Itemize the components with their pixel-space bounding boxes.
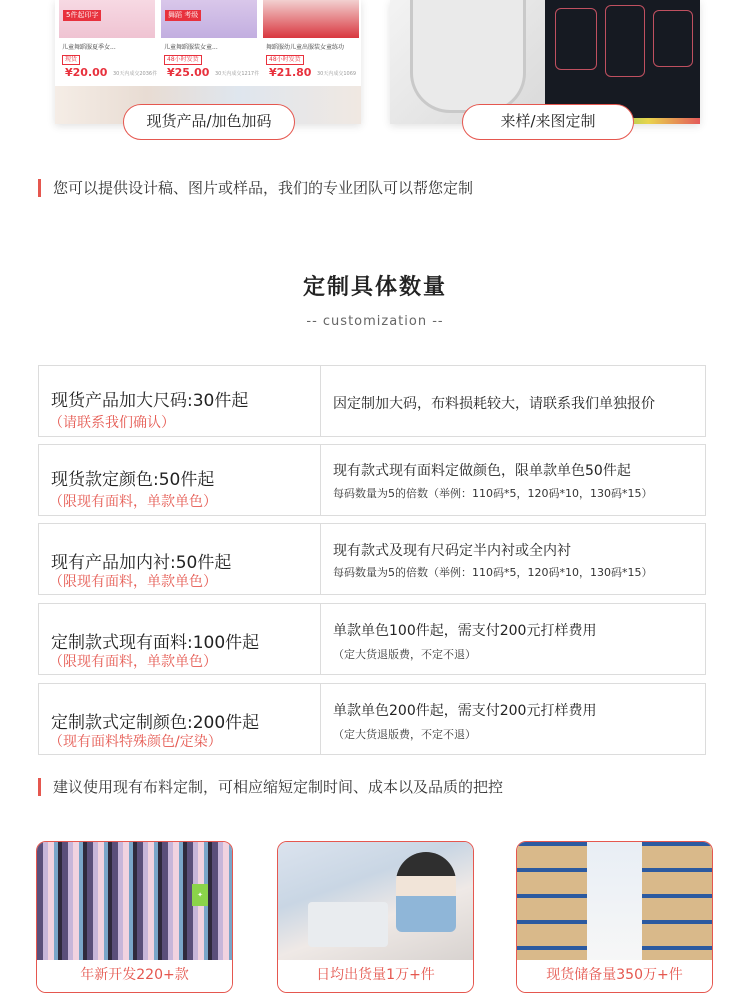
row-title: 现货产品加大尺码:30件起 [51, 391, 249, 411]
row-description: 单款单色100件起，需支付200元打样费用 [333, 623, 597, 639]
product-badge: 现货 [62, 55, 80, 65]
row-subtitle: （现有面料特殊颜色/定染） [49, 734, 222, 750]
row-description: 单款单色200件起，需支付200元打样费用 [333, 703, 597, 719]
product-price: ¥25.00 [167, 66, 210, 79]
feature-caption: 日均出货量1万+件 [278, 960, 473, 992]
row-title: 定制款式现有面料:100件起 [51, 633, 260, 653]
sewing-machine-shape [308, 902, 388, 947]
product-tag: 舞蹈 考级 [165, 10, 201, 21]
product-price: ¥20.00 [65, 66, 108, 79]
worker-shape [396, 852, 456, 932]
product-sold: 30天内成交2036件 [113, 71, 158, 77]
row-title: 定制款式定制颜色:200件起 [51, 713, 260, 733]
row-title: 现货款定颜色:50件起 [51, 470, 215, 490]
row-description: 现有款式及现有尺码定半内衬或全内衬 [333, 543, 571, 559]
section-title: 定制具体数量 [302, 275, 447, 300]
row-subtitle: （限现有面料，单款单色） [49, 654, 217, 670]
product-thumb [161, 0, 260, 84]
row-description: 现有款式现有面料定做颜色，限单款单色50件起 [333, 463, 631, 479]
table-row [38, 523, 706, 595]
row-note: （定大货退版费，不定不退） [333, 728, 476, 741]
table-row [38, 365, 706, 437]
table-row [38, 444, 706, 516]
row-note: 每码数量为5的倍数（举例：110码*5，120码*10，130码*15） [333, 566, 653, 579]
product-badge: 48小时发货 [266, 55, 304, 65]
pill-sample-custom: 来样/来图定制 [462, 104, 634, 140]
row-note: 每码数量为5的倍数（举例：110码*5，120码*10，130码*15） [333, 487, 653, 500]
pill-stock-products: 现货产品/加色加码 [123, 104, 295, 140]
product-thumb [263, 0, 359, 84]
row-subtitle: （限现有面料，单款单色） [49, 494, 217, 510]
row-description: 因定制加大码，布料损耗较大，请联系我们单独报价 [333, 396, 655, 412]
feature-caption: 年新开发220+款 [37, 960, 232, 992]
row-note: （定大货退版费，不定不退） [333, 648, 476, 661]
product-sold: 30天内成交1069 [317, 71, 357, 77]
note-recommendation: 建议使用现有布料定制，可相应缩短定制时间、成本以及品质的把控 [38, 778, 503, 796]
table-row [38, 683, 706, 755]
product-title: 舞蹈服幼儿童出服装女童练功 [266, 44, 345, 51]
section-subtitle: -- customization -- [306, 314, 444, 329]
hang-tag-icon: ✦ [192, 884, 208, 906]
product-tag: 5件起印字 [63, 10, 101, 21]
row-subtitle: （请联系我们确认） [49, 415, 175, 431]
product-title: 儿童舞蹈服夏季女... [62, 44, 116, 51]
feature-card-stock-reserve [516, 841, 713, 993]
feature-card-new-styles [36, 841, 233, 993]
product-price: ¥21.80 [269, 66, 312, 79]
product-title: 儿童舞蹈服装女童... [164, 44, 218, 51]
feature-caption: 现货储备量350万+件 [517, 960, 712, 992]
product-thumb [59, 0, 158, 84]
product-sold: 30天内成交1217件 [215, 71, 260, 77]
table-row [38, 603, 706, 675]
feature-card-daily-shipping [277, 841, 474, 993]
product-image [263, 0, 359, 38]
row-subtitle: （限现有面料，单款单色） [49, 574, 217, 590]
note-design-service: 您可以提供设计稿、图片或样品，我们的专业团队可以帮您定制 [38, 179, 473, 197]
warehouse-aisle-shape [587, 842, 642, 962]
row-title: 现有产品加内衬:50件起 [51, 553, 232, 573]
product-badge: 48小时发货 [164, 55, 202, 65]
